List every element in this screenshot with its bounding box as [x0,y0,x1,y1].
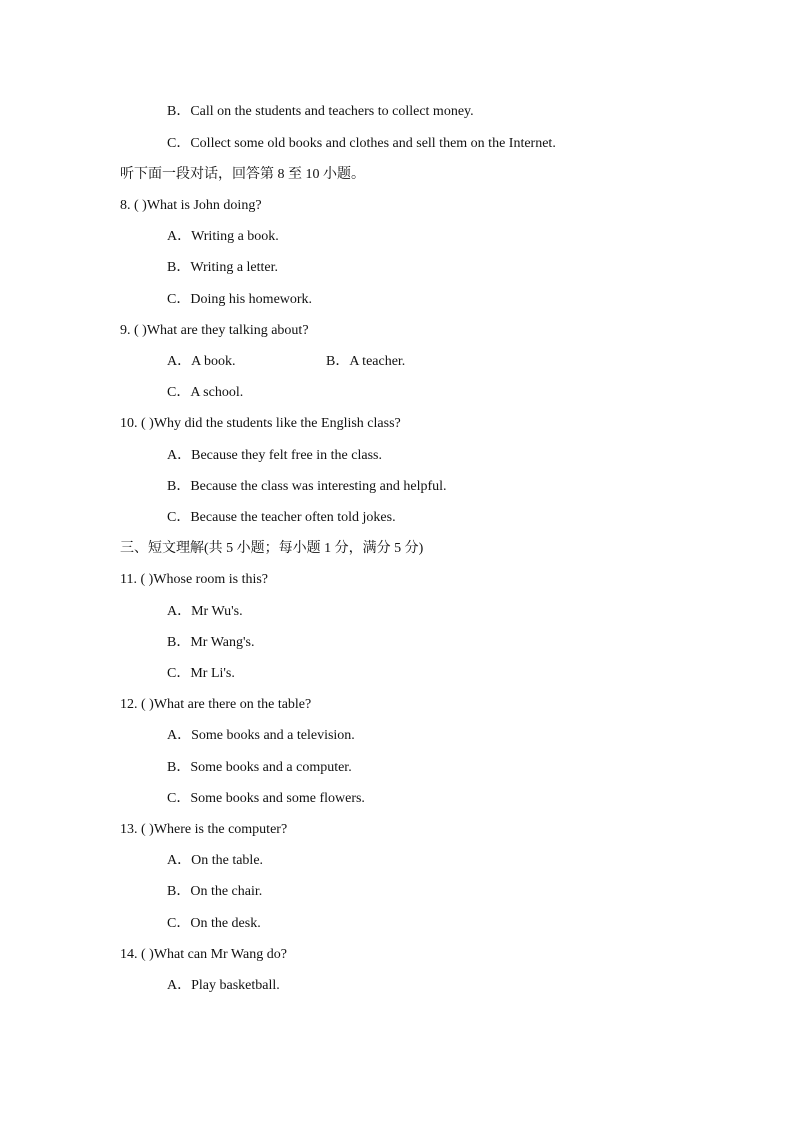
option-c-q13: C．On the desk. [167,916,261,931]
option-b-q9: B．A teacher. [326,354,406,369]
section-3-heading: 三、短文理解(共 5 小题；每小题 1 分，满分 5 分) [120,541,424,556]
question-12: 12. ( )What are there on the table? [120,697,312,712]
option-a-q13: A．On the table. [167,853,264,868]
option-c-q8: C．Doing his homework. [167,292,313,307]
option-b-q10: B．Because the class was interesting and helpful. [167,479,447,494]
option-a-q11: A．Mr Wu's. [167,604,243,619]
option-c-q11: C．Mr Li's. [167,666,235,681]
question-10: 10. ( )Why did the students like the English class? [120,416,401,431]
option-c-q9: C．A school. [167,385,244,400]
question-13: 13. ( )Where is the computer? [120,822,288,837]
option-b-q13: B．On the chair. [167,884,263,899]
option-b-q7: B．Call on the students and teachers to collect money. [167,104,474,119]
option-c-q10: C．Because the teacher often told jokes. [167,510,396,525]
option-c-q12: C．Some books and some flowers. [167,791,365,806]
option-b-q12: B．Some books and a computer. [167,760,352,775]
option-a-q9: A．A book. [167,354,236,369]
listening-instruction: 听下面一段对话，回答第 8 至 10 小题。 [120,167,365,182]
question-8: 8. ( )What is John doing? [120,198,262,213]
option-b-q11: B．Mr Wang's. [167,635,255,650]
option-a-q12: A．Some books and a television. [167,728,355,743]
question-9: 9. ( )What are they talking about? [120,323,309,338]
question-14: 14. ( )What can Mr Wang do? [120,947,287,962]
option-c-q7: C．Collect some old books and clothes and sell them on the Internet. [167,136,556,151]
option-a-q14: A．Play basketball. [167,978,280,993]
option-a-q10: A．Because they felt free in the class. [167,448,382,463]
option-a-q8: A．Writing a book. [167,229,279,244]
option-b-q8: B．Writing a letter. [167,260,279,275]
question-11: 11. ( )Whose room is this? [120,572,269,587]
